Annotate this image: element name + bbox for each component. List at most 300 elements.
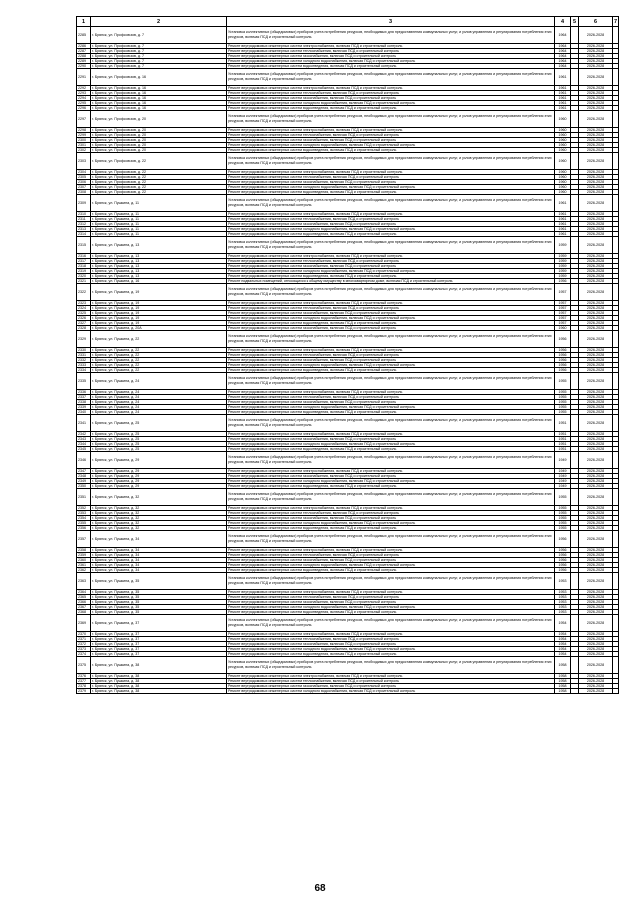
period-cell: 2026-2028 bbox=[579, 106, 613, 111]
period-cell: 2026-2028 bbox=[579, 49, 613, 54]
year-cell: 1959 bbox=[555, 274, 571, 279]
period-cell: 2026-2028 bbox=[579, 521, 613, 526]
address-cell: г. Брянск, ул. Пушкина, д. 35 bbox=[91, 595, 227, 600]
year-cell: 1959 bbox=[555, 269, 571, 274]
row-number: 2344 bbox=[77, 442, 91, 447]
work-type-cell: Ремонт внутридомовых инженерных систем газоснабжения, включая ПСД и строительный контроль bbox=[227, 684, 555, 689]
period-cell: 2026-2028 bbox=[579, 437, 613, 442]
empty-cell bbox=[571, 284, 579, 301]
work-type-cell: Ремонт внутридомовых инженерных систем газоснабжения, включая ПСД и строительный контроль bbox=[227, 326, 555, 331]
period-cell: 2026-2028 bbox=[579, 506, 613, 511]
period-cell: 2026-2028 bbox=[579, 190, 613, 195]
address-cell: г. Брянск, ул. Пушкина, д. 24 bbox=[91, 373, 227, 390]
row-number: 2287 bbox=[77, 49, 91, 54]
work-type-cell: Установка коллективных (общедомовых) приборов учета потребления ресурсов, необходимых для предоставления коммунальных услуг, и узлов управления и регулирования потребления этих ресурсов, включая ПСД и строительный контроль bbox=[227, 284, 555, 301]
year-cell: 1956 bbox=[555, 368, 571, 373]
address-cell: г. Брянск, ул. Пушкина, д. 38 bbox=[91, 657, 227, 674]
address-cell: г. Брянск, ул. Пушкина, д. 13 bbox=[91, 269, 227, 274]
work-type-cell: Установка коллективных (общедомовых) приборов учета потребления ресурсов, необходимых для предоставления коммунальных услуг, и узлов управления и регулирования потребления этих ресурсов, включая ПСД и строительный контроль bbox=[227, 153, 555, 170]
period-cell: 2026-2028 bbox=[579, 331, 613, 348]
row-number: 2292 bbox=[77, 86, 91, 91]
year-cell: 1955 bbox=[555, 521, 571, 526]
row-number: 2308 bbox=[77, 190, 91, 195]
year-cell: 1949 bbox=[555, 484, 571, 489]
year-cell: 1955 bbox=[555, 410, 571, 415]
work-type-cell: Ремонт внутридомовых инженерных систем электроснабжения, включая ПСД и строительный контроль bbox=[227, 170, 555, 175]
year-cell: 1953 bbox=[555, 590, 571, 595]
address-cell: г. Брянск, ул. Пушкина, д. 34 bbox=[91, 548, 227, 553]
year-cell: 1955 bbox=[555, 390, 571, 395]
period-cell: 2026-2028 bbox=[579, 526, 613, 531]
work-type-cell: Ремонт внутридомовых инженерных систем газоснабжения, включая ПСД и строительный контроль bbox=[227, 358, 555, 363]
row-number: 2377 bbox=[77, 679, 91, 684]
empty-cell bbox=[571, 415, 579, 432]
period-cell: 2026-2028 bbox=[579, 227, 613, 232]
address-cell: г. Брянск, ул. Пушкина, д. 13 bbox=[91, 259, 227, 264]
address-cell: г. Брянск, ул. Профсоюзов, д. 7 bbox=[91, 27, 227, 44]
header-cell: 3 bbox=[227, 17, 555, 27]
period-cell: 2026-2028 bbox=[579, 311, 613, 316]
row-number: 2286 bbox=[77, 44, 91, 49]
row-number: 2333 bbox=[77, 363, 91, 368]
empty-cell bbox=[571, 489, 579, 506]
work-type-cell: Ремонт внутридомовых инженерных систем холодного водоснабжения, включая ПСД и строительный контроль bbox=[227, 442, 555, 447]
period-cell: 2026-2028 bbox=[579, 306, 613, 311]
period-cell: 2026-2028 bbox=[579, 469, 613, 474]
work-type-cell: Ремонт внутридомовых инженерных систем теплоснабжения, включая ПСД и строительный контроль bbox=[227, 49, 555, 54]
address-cell: г. Брянск, ул. Пушкина, д. 34 bbox=[91, 563, 227, 568]
year-cell: 1951 bbox=[555, 447, 571, 452]
year-cell: 1957 bbox=[555, 311, 571, 316]
address-cell: г. Брянск, ул. Пушкина, д. 38 bbox=[91, 674, 227, 679]
row-number: 2363 bbox=[77, 573, 91, 590]
row-number: 2353 bbox=[77, 511, 91, 516]
row-number: 2289 bbox=[77, 59, 91, 64]
address-cell: г. Брянск, ул. Профсоюзов, д. 16 bbox=[91, 96, 227, 101]
year-cell: 1953 bbox=[555, 605, 571, 610]
address-cell: г. Брянск, ул. Профсоюзов, д. 22 bbox=[91, 170, 227, 175]
year-cell: 1956 bbox=[555, 568, 571, 573]
address-cell: г. Брянск, ул. Профсоюзов, д. 22 bbox=[91, 185, 227, 190]
year-cell: 1957 bbox=[555, 284, 571, 301]
year-cell: 1949 bbox=[555, 452, 571, 469]
row-number: 2310 bbox=[77, 212, 91, 217]
row-number: 2340 bbox=[77, 410, 91, 415]
work-type-cell: Ремонт внутридомовых инженерных систем водоотведения, включая ПСД и строительный контроль bbox=[227, 64, 555, 69]
row-number: 2314 bbox=[77, 232, 91, 237]
row-number: 2298 bbox=[77, 128, 91, 133]
work-type-cell: Ремонт внутридомовых инженерных систем газоснабжения, включая ПСД и строительный контроль bbox=[227, 96, 555, 101]
row-number: 2290 bbox=[77, 64, 91, 69]
period-cell: 2026-2028 bbox=[579, 405, 613, 410]
address-cell: г. Брянск, ул. Пушкина, д. 37 bbox=[91, 642, 227, 647]
year-cell: 1954 bbox=[555, 642, 571, 647]
period-cell: 2026-2028 bbox=[579, 610, 613, 615]
work-type-cell: Ремонт внутридомовых инженерных систем холодного водоснабжения, включая ПСД и строительный контроль bbox=[227, 479, 555, 484]
period-cell: 2026-2028 bbox=[579, 217, 613, 222]
year-cell: 1956 bbox=[555, 279, 571, 284]
address-cell: г. Брянск, ул. Профсоюзов, д. 22 bbox=[91, 175, 227, 180]
work-type-cell: Ремонт внутридомовых инженерных систем холодного водоснабжения, включая ПСД и строительный контроль bbox=[227, 143, 555, 148]
address-cell: г. Брянск, ул. Пушкина, д. 11 bbox=[91, 212, 227, 217]
work-type-cell: Ремонт внутридомовых инженерных систем электроснабжения, включая ПСД и строительный контроль bbox=[227, 254, 555, 259]
address-cell: г. Брянск, ул. Пушкина, д. 25 bbox=[91, 432, 227, 437]
table-row bbox=[77, 237, 619, 254]
empty-cell bbox=[613, 615, 619, 632]
period-cell: 2026-2028 bbox=[579, 269, 613, 274]
address-cell: г. Брянск, ул. Пушкина, д. 22 bbox=[91, 348, 227, 353]
period-cell: 2026-2028 bbox=[579, 684, 613, 689]
empty-cell bbox=[613, 573, 619, 590]
table-row bbox=[77, 373, 619, 390]
year-cell: 1961 bbox=[555, 86, 571, 91]
year-cell: 1953 bbox=[555, 573, 571, 590]
address-cell: г. Брянск, ул. Пушкина, д. 38 bbox=[91, 684, 227, 689]
table-row bbox=[77, 27, 619, 44]
period-cell: 2026-2028 bbox=[579, 531, 613, 548]
year-cell: 1955 bbox=[555, 516, 571, 521]
work-type-cell: Ремонт внутридомовых инженерных систем теплоснабжения, включая ПСД и строительный контроль bbox=[227, 395, 555, 400]
address-cell: г. Брянск, ул. Пушкина, д. 35 bbox=[91, 573, 227, 590]
row-number: 2376 bbox=[77, 674, 91, 679]
row-number: 2313 bbox=[77, 227, 91, 232]
year-cell: 1959 bbox=[555, 237, 571, 254]
row-number: 2329 bbox=[77, 331, 91, 348]
period-cell: 2026-2028 bbox=[579, 212, 613, 217]
work-type-cell: Ремонт внутридомовых инженерных систем электроснабжения, включая ПСД и строительный контроль bbox=[227, 348, 555, 353]
period-cell: 2026-2028 bbox=[579, 170, 613, 175]
year-cell: 1954 bbox=[555, 647, 571, 652]
year-cell: 1954 bbox=[555, 652, 571, 657]
row-number: 2361 bbox=[77, 563, 91, 568]
row-number: 2315 bbox=[77, 237, 91, 254]
year-cell: 1961 bbox=[555, 96, 571, 101]
row-number: 2293 bbox=[77, 91, 91, 96]
work-type-cell: Ремонт внутридомовых инженерных систем газоснабжения, включая ПСД и строительный контроль bbox=[227, 400, 555, 405]
work-type-cell: Ремонт внутридомовых инженерных систем электроснабжения, включая ПСД и строительный контроль bbox=[227, 128, 555, 133]
year-cell: 1960 bbox=[555, 128, 571, 133]
work-type-cell: Ремонт внутридомовых инженерных систем холодного водоснабжения, включая ПСД и строительный контроль bbox=[227, 521, 555, 526]
row-number: 2319 bbox=[77, 269, 91, 274]
table-row bbox=[77, 415, 619, 432]
work-type-cell: Ремонт внутридомовых инженерных систем теплоснабжения, включая ПСД и строительный контроль bbox=[227, 217, 555, 222]
work-type-cell: Ремонт внутридомовых инженерных систем теплоснабжения, включая ПСД и строительный контроль bbox=[227, 511, 555, 516]
work-type-cell: Установка коллективных (общедомовых) приборов учета потребления ресурсов, необходимых для предоставления коммунальных услуг, и узлов управления и регулирования потребления этих ресурсов, включая ПСД и строительный контроль bbox=[227, 415, 555, 432]
work-type-cell: Установка коллективных (общедомовых) приборов учета потребления ресурсов, необходимых для предоставления коммунальных услуг, и узлов управления и регулирования потребления этих ресурсов, включая ПСД и строительный контроль bbox=[227, 111, 555, 128]
header-cell: 5 bbox=[571, 17, 579, 27]
work-type-cell: Ремонт внутридомовых инженерных систем газоснабжения, включая ПСД и строительный контроль bbox=[227, 311, 555, 316]
work-type-cell: Ремонт внутридомовых инженерных систем теплоснабжения, включая ПСД и строительный контроль bbox=[227, 91, 555, 96]
address-cell: г. Брянск, ул. Профсоюзов, д. 16 bbox=[91, 91, 227, 96]
table-row bbox=[77, 284, 619, 301]
row-number: 2354 bbox=[77, 516, 91, 521]
year-cell: 1951 bbox=[555, 437, 571, 442]
row-number: 2328 bbox=[77, 326, 91, 331]
year-cell: 1961 bbox=[555, 222, 571, 227]
year-cell: 1956 bbox=[555, 531, 571, 548]
period-cell: 2026-2028 bbox=[579, 590, 613, 595]
work-type-cell: Ремонт внутридомовых инженерных систем электроснабжения, включая ПСД и строительный контроль bbox=[227, 632, 555, 637]
year-cell: 1960 bbox=[555, 190, 571, 195]
row-number: 2337 bbox=[77, 395, 91, 400]
table-row bbox=[77, 531, 619, 548]
work-type-cell: Ремонт внутридомовых инженерных систем водоотведения, включая ПСД и строительный контроль bbox=[227, 274, 555, 279]
row-number: 2305 bbox=[77, 175, 91, 180]
year-cell: 1955 bbox=[555, 489, 571, 506]
year-cell: 1964 bbox=[555, 54, 571, 59]
row-number: 2356 bbox=[77, 526, 91, 531]
period-cell: 2026-2028 bbox=[579, 689, 613, 694]
empty-cell bbox=[613, 657, 619, 674]
year-cell: 1960 bbox=[555, 180, 571, 185]
year-cell: 1956 bbox=[555, 331, 571, 348]
period-cell: 2026-2028 bbox=[579, 222, 613, 227]
address-cell: г. Брянск, ул. Пушкина, д. 13 bbox=[91, 254, 227, 259]
year-cell: 1956 bbox=[555, 558, 571, 563]
work-type-cell: Ремонт внутридомовых инженерных систем холодного водоснабжения, включая ПСД и строительный контроль bbox=[227, 185, 555, 190]
row-number: 2375 bbox=[77, 657, 91, 674]
address-cell: г. Брянск, ул. Пушкина, д. 24 bbox=[91, 410, 227, 415]
address-cell: г. Брянск, ул. Пушкина, д. 34 bbox=[91, 568, 227, 573]
year-cell: 1951 bbox=[555, 415, 571, 432]
empty-cell bbox=[613, 195, 619, 212]
empty-cell bbox=[613, 531, 619, 548]
row-number: 2350 bbox=[77, 484, 91, 489]
period-cell: 2026-2028 bbox=[579, 264, 613, 269]
row-number: 2291 bbox=[77, 69, 91, 86]
row-number: 2357 bbox=[77, 531, 91, 548]
period-cell: 2026-2028 bbox=[579, 86, 613, 91]
address-cell: г. Брянск, ул. Профсоюзов, д. 7 bbox=[91, 49, 227, 54]
work-type-cell: Ремонт внутридомовых инженерных систем теплоснабжения, включая ПСД и строительный контроль bbox=[227, 353, 555, 358]
period-cell: 2026-2028 bbox=[579, 348, 613, 353]
row-number: 2288 bbox=[77, 54, 91, 59]
row-number: 2362 bbox=[77, 568, 91, 573]
row-number: 2345 bbox=[77, 447, 91, 452]
period-cell: 2026-2028 bbox=[579, 615, 613, 632]
empty-cell bbox=[613, 27, 619, 44]
period-cell: 2026-2028 bbox=[579, 138, 613, 143]
address-cell: г. Брянск, ул. Пушкина, д. 37 bbox=[91, 647, 227, 652]
row-number: 2367 bbox=[77, 605, 91, 610]
address-cell: г. Брянск, ул. Пушкина, д. 25 bbox=[91, 442, 227, 447]
year-cell: 1960 bbox=[555, 175, 571, 180]
address-cell: г. Брянск, ул. Пушкина, д. 19 bbox=[91, 311, 227, 316]
works-table bbox=[76, 16, 619, 694]
work-type-cell: Ремонт внутридомовых инженерных систем водоотведения, включая ПСД и строительный контроль bbox=[227, 232, 555, 237]
row-number: 2332 bbox=[77, 358, 91, 363]
row-number: 2318 bbox=[77, 264, 91, 269]
year-cell: 1956 bbox=[555, 548, 571, 553]
period-cell: 2026-2028 bbox=[579, 573, 613, 590]
year-cell: 1960 bbox=[555, 185, 571, 190]
period-cell: 2026-2028 bbox=[579, 415, 613, 432]
row-number: 2343 bbox=[77, 437, 91, 442]
year-cell: 1960 bbox=[555, 133, 571, 138]
address-cell: г. Брянск, ул. Профсоюзов, д. 20 bbox=[91, 143, 227, 148]
row-number: 2359 bbox=[77, 553, 91, 558]
empty-cell bbox=[613, 452, 619, 469]
address-cell: г. Брянск, ул. Профсоюзов, д. 7 bbox=[91, 44, 227, 49]
year-cell: 1955 bbox=[555, 526, 571, 531]
table-row bbox=[77, 452, 619, 469]
row-number: 2294 bbox=[77, 96, 91, 101]
address-cell: г. Брянск, ул. Пушкина, д. 35 bbox=[91, 610, 227, 615]
work-type-cell: Ремонт внутридомовых инженерных систем теплоснабжения, включая ПСД и строительный контроль bbox=[227, 133, 555, 138]
row-number: 2365 bbox=[77, 595, 91, 600]
year-cell: 1956 bbox=[555, 563, 571, 568]
year-cell: 1960 bbox=[555, 111, 571, 128]
empty-cell bbox=[571, 237, 579, 254]
empty-cell bbox=[571, 689, 579, 694]
address-cell: г. Брянск, ул. Профсоюзов, д. 20 bbox=[91, 128, 227, 133]
period-cell: 2026-2028 bbox=[579, 232, 613, 237]
work-type-cell: Ремонт внутридомовых инженерных систем газоснабжения, включая ПСД и строительный контроль bbox=[227, 474, 555, 479]
year-cell: 1957 bbox=[555, 306, 571, 311]
year-cell: 1961 bbox=[555, 195, 571, 212]
row-number: 2371 bbox=[77, 637, 91, 642]
year-cell: 1951 bbox=[555, 432, 571, 437]
work-type-cell: Ремонт внутридомовых инженерных систем водоотведения, включая ПСД и строительный контроль bbox=[227, 447, 555, 452]
year-cell: 1959 bbox=[555, 259, 571, 264]
work-type-cell: Ремонт внутридомовых инженерных систем электроснабжения, включая ПСД и строительный контроль bbox=[227, 506, 555, 511]
empty-cell bbox=[571, 69, 579, 86]
year-cell: 1961 bbox=[555, 232, 571, 237]
empty-cell bbox=[571, 111, 579, 128]
address-cell: г. Брянск, ул. Пушкина, д. 32 bbox=[91, 516, 227, 521]
year-cell: 1961 bbox=[555, 217, 571, 222]
year-cell: 1953 bbox=[555, 600, 571, 605]
work-type-cell: Ремонт внутридомовых инженерных систем электроснабжения, включая ПСД и строительный контроль bbox=[227, 590, 555, 595]
period-cell: 2026-2028 bbox=[579, 91, 613, 96]
period-cell: 2026-2028 bbox=[579, 128, 613, 133]
row-number: 2307 bbox=[77, 185, 91, 190]
work-type-cell: Ремонт внутридомовых инженерных систем электроснабжения, включая ПСД и строительный контроль bbox=[227, 212, 555, 217]
year-cell: 1961 bbox=[555, 91, 571, 96]
empty-cell bbox=[613, 331, 619, 348]
work-type-cell: Ремонт внутридомовых инженерных систем водоотведения, включая ПСД и строительный контроль bbox=[227, 568, 555, 573]
row-number: 2330 bbox=[77, 348, 91, 353]
work-type-cell: Ремонт внутридомовых инженерных систем водоотведения, включая ПСД и строительный контроль bbox=[227, 410, 555, 415]
address-cell: г. Брянск, ул. Пушкина, д. 37 bbox=[91, 652, 227, 657]
table-row bbox=[77, 111, 619, 128]
period-cell: 2026-2028 bbox=[579, 59, 613, 64]
header-cell: 6 bbox=[579, 17, 613, 27]
row-number: 2374 bbox=[77, 652, 91, 657]
period-cell: 2026-2028 bbox=[579, 637, 613, 642]
year-cell: 1949 bbox=[555, 474, 571, 479]
row-number: 2297 bbox=[77, 111, 91, 128]
address-cell: г. Брянск, ул. Пушкина, д. 29 bbox=[91, 474, 227, 479]
period-cell: 2026-2028 bbox=[579, 410, 613, 415]
work-type-cell: Ремонт внутридомовых инженерных систем газоснабжения, включая ПСД и строительный контроль bbox=[227, 600, 555, 605]
year-cell: 1955 bbox=[555, 400, 571, 405]
period-cell: 2026-2028 bbox=[579, 96, 613, 101]
period-cell: 2026-2028 bbox=[579, 452, 613, 469]
year-cell: 1959 bbox=[555, 264, 571, 269]
period-cell: 2026-2028 bbox=[579, 600, 613, 605]
table-row bbox=[77, 615, 619, 632]
address-cell: г. Брянск, ул. Пушкина, д. 22 bbox=[91, 353, 227, 358]
year-cell: 1955 bbox=[555, 405, 571, 410]
row-number: 2352 bbox=[77, 506, 91, 511]
year-cell: 1954 bbox=[555, 615, 571, 632]
row-number: 2369 bbox=[77, 615, 91, 632]
year-cell: 1960 bbox=[555, 138, 571, 143]
address-cell: г. Брянск, ул. Пушкина, д. 29 bbox=[91, 452, 227, 469]
period-cell: 2026-2028 bbox=[579, 395, 613, 400]
row-number: 2338 bbox=[77, 400, 91, 405]
row-number: 2320 bbox=[77, 274, 91, 279]
period-cell: 2026-2028 bbox=[579, 284, 613, 301]
work-type-cell: Ремонт внутридомовых инженерных систем газоснабжения, включая ПСД и строительный контроль bbox=[227, 180, 555, 185]
year-cell: 1961 bbox=[555, 69, 571, 86]
year-cell: 1955 bbox=[555, 395, 571, 400]
period-cell: 2026-2028 bbox=[579, 516, 613, 521]
work-type-cell: Ремонт внутридомовых инженерных систем газоснабжения, включая ПСД и строительный контроль bbox=[227, 264, 555, 269]
period-cell: 2026-2028 bbox=[579, 674, 613, 679]
address-cell: г. Брянск, ул. Пушкина, д. 32 bbox=[91, 526, 227, 531]
year-cell: 1957 bbox=[555, 316, 571, 321]
address-cell: г. Брянск, ул. Пушкина, д. 13 bbox=[91, 274, 227, 279]
work-type-cell: Ремонт внутридомовых инженерных систем холодного водоснабжения, включая ПСД и строительный контроль bbox=[227, 689, 555, 694]
empty-cell bbox=[571, 27, 579, 44]
period-cell: 2026-2028 bbox=[579, 553, 613, 558]
work-type-cell: Ремонт внутридомовых инженерных систем теплоснабжения, включая ПСД и строительный контроль bbox=[227, 175, 555, 180]
period-cell: 2026-2028 bbox=[579, 301, 613, 306]
address-cell: г. Брянск, ул. Пушкина, д. 11 bbox=[91, 195, 227, 212]
work-type-cell: Ремонт внутридомовых инженерных систем водоотведения, включая ПСД и строительный контроль bbox=[227, 148, 555, 153]
year-cell: 1955 bbox=[555, 511, 571, 516]
empty-cell bbox=[613, 415, 619, 432]
address-cell: г. Брянск, ул. Пушкина, д. 32 bbox=[91, 506, 227, 511]
period-cell: 2026-2028 bbox=[579, 44, 613, 49]
row-number: 2322 bbox=[77, 284, 91, 301]
row-number: 2373 bbox=[77, 647, 91, 652]
address-cell: г. Брянск, ул. Профсоюзов, д. 22 bbox=[91, 153, 227, 170]
empty-cell bbox=[571, 573, 579, 590]
empty-cell bbox=[571, 153, 579, 170]
address-cell: г. Брянск, ул. Пушкина, д. 34 bbox=[91, 553, 227, 558]
row-number: 2327 bbox=[77, 321, 91, 326]
period-cell: 2026-2028 bbox=[579, 321, 613, 326]
period-cell: 2026-2028 bbox=[579, 259, 613, 264]
row-number: 2360 bbox=[77, 558, 91, 563]
row-number: 2295 bbox=[77, 101, 91, 106]
address-cell: г. Брянск, ул. Профсоюзов, д. 22 bbox=[91, 180, 227, 185]
row-number: 2331 bbox=[77, 353, 91, 358]
period-cell: 2026-2028 bbox=[579, 148, 613, 153]
address-cell: г. Брянск, ул. Пушкина, д. 22 bbox=[91, 363, 227, 368]
work-type-cell: Ремонт внутридомовых инженерных систем теплоснабжения, включая ПСД и строительный контроль bbox=[227, 306, 555, 311]
address-cell: г. Брянск, ул. Пушкина, д. 38 bbox=[91, 689, 227, 694]
work-type-cell: Ремонт внутридомовых инженерных систем электроснабжения, включая ПСД и строительный контроль bbox=[227, 301, 555, 306]
row-number: 2346 bbox=[77, 452, 91, 469]
empty-cell bbox=[613, 153, 619, 170]
period-cell: 2026-2028 bbox=[579, 180, 613, 185]
year-cell: 1955 bbox=[555, 373, 571, 390]
period-cell: 2026-2028 bbox=[579, 237, 613, 254]
row-number: 2336 bbox=[77, 390, 91, 395]
header-row bbox=[77, 17, 619, 27]
address-cell: г. Брянск, ул. Профсоюзов, д. 20 bbox=[91, 138, 227, 143]
year-cell: 1961 bbox=[555, 106, 571, 111]
row-number: 2342 bbox=[77, 432, 91, 437]
period-cell: 2026-2028 bbox=[579, 101, 613, 106]
work-type-cell: Ремонт внутридомовых инженерных систем газоснабжения, включая ПСД и строительный контроль bbox=[227, 437, 555, 442]
period-cell: 2026-2028 bbox=[579, 652, 613, 657]
period-cell: 2026-2028 bbox=[579, 326, 613, 331]
